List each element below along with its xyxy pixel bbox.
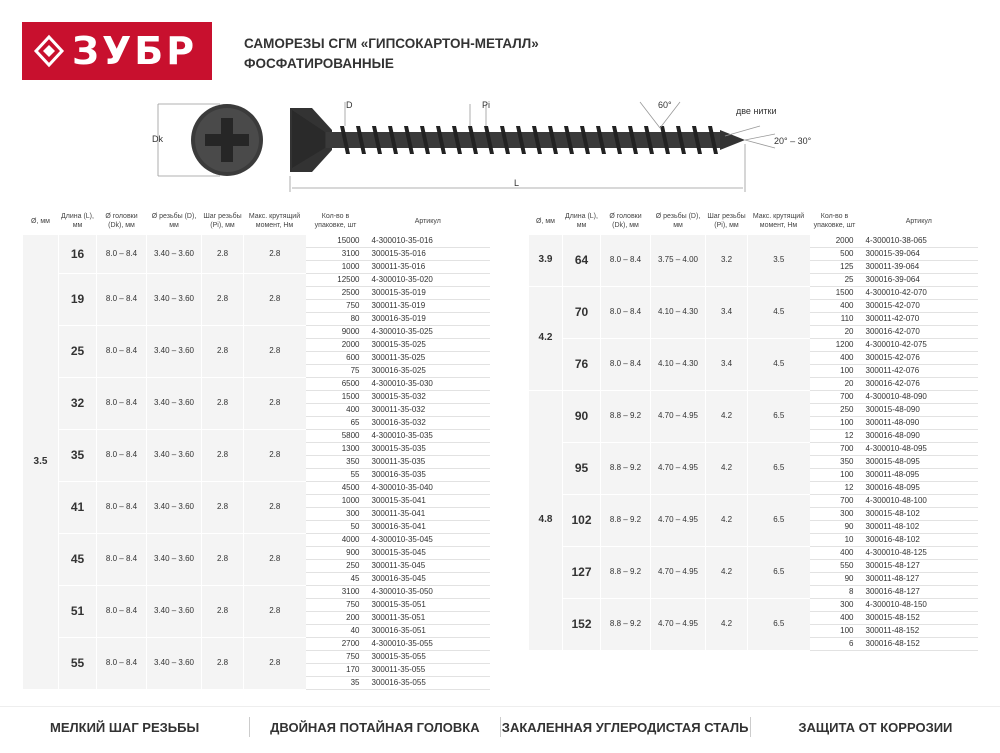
- article-cell: 300015-48-127: [860, 559, 979, 572]
- quantity-cell: 1500: [306, 390, 366, 403]
- pi-label: Pi: [482, 100, 491, 110]
- quantity-cell: 1300: [306, 442, 366, 455]
- article-cell: 4-300010-38-065: [860, 235, 979, 248]
- angle-label: 60°: [658, 100, 672, 110]
- header-torque: Макс. крутящий момент, Нм: [752, 213, 805, 229]
- left-spec-table: [22, 208, 490, 690]
- header-qty: Кол-во в упаковке, шт: [813, 213, 856, 230]
- table-row: [23, 533, 491, 546]
- length-cell: 41: [59, 481, 97, 533]
- thread-dia-cell: 3.40 – 3.60: [147, 481, 202, 533]
- length-cell: 102: [563, 494, 601, 546]
- article-cell: 4-300010-35-020: [366, 273, 491, 286]
- pitch-cell: 3.4: [706, 286, 748, 338]
- pitch-cell: 2.8: [202, 481, 244, 533]
- article-cell: 4-300010-35-035: [366, 429, 491, 442]
- article-cell: 300016-35-051: [366, 624, 491, 637]
- diameter-cell: 4.8: [529, 390, 563, 650]
- article-cell: 300016-42-076: [860, 377, 979, 390]
- article-cell: 300011-35-055: [366, 663, 491, 676]
- article-cell: 300016-48-095: [860, 481, 979, 494]
- article-cell: 300015-35-035: [366, 442, 491, 455]
- article-cell: 300011-35-019: [366, 299, 491, 312]
- quantity-cell: 400: [810, 546, 860, 559]
- article-cell: 300016-35-025: [366, 364, 491, 377]
- length-cell: 51: [59, 585, 97, 637]
- table-row: [23, 325, 491, 338]
- length-cell: 76: [563, 338, 601, 390]
- quantity-cell: 700: [810, 390, 860, 403]
- table-row: [529, 494, 979, 507]
- head-dia-cell: 8.0 – 8.4: [97, 325, 147, 377]
- quantity-cell: 750: [306, 650, 366, 663]
- quantity-cell: 1500: [810, 286, 860, 299]
- pitch-cell: 2.8: [202, 429, 244, 481]
- table-row: [23, 585, 491, 598]
- table-row: [23, 377, 491, 390]
- feature-double-head: ДВОЙНАЯ ПОТАЙНАЯ ГОЛОВКА: [270, 719, 480, 735]
- quantity-cell: 100: [810, 468, 860, 481]
- table-row: [23, 273, 491, 286]
- screw-drawing: [140, 96, 840, 206]
- quantity-cell: 45: [306, 572, 366, 585]
- quantity-cell: 750: [306, 299, 366, 312]
- torque-cell: 6.5: [748, 546, 810, 598]
- article-cell: 4-300010-35-050: [366, 585, 491, 598]
- head-dia-cell: 8.0 – 8.4: [97, 429, 147, 481]
- quantity-cell: 6: [810, 637, 860, 650]
- article-cell: 4-300010-35-045: [366, 533, 491, 546]
- article-cell: 300016-35-035: [366, 468, 491, 481]
- head-dia-cell: 8.8 – 9.2: [601, 442, 651, 494]
- torque-cell: 2.8: [244, 585, 306, 637]
- article-cell: 300011-48-152: [860, 624, 979, 637]
- header-article: Артикул: [414, 217, 441, 225]
- article-cell: 300011-42-076: [860, 364, 979, 377]
- pitch-cell: 2.8: [202, 325, 244, 377]
- features-bar: [0, 706, 1000, 747]
- quantity-cell: 700: [810, 494, 860, 507]
- quantity-cell: 40: [306, 624, 366, 637]
- quantity-cell: 15000: [306, 235, 366, 248]
- quantity-cell: 8: [810, 585, 860, 598]
- length-cell: 95: [563, 442, 601, 494]
- article-cell: 300016-48-127: [860, 585, 979, 598]
- thread-dia-cell: 3.40 – 3.60: [147, 637, 202, 689]
- pitch-cell: 4.2: [706, 546, 748, 598]
- head-dia-cell: 8.0 – 8.4: [97, 585, 147, 637]
- thread-dia-cell: 3.40 – 3.60: [147, 533, 202, 585]
- article-cell: 300016-42-070: [860, 325, 979, 338]
- quantity-cell: 6500: [306, 377, 366, 390]
- article-cell: 300015-35-019: [366, 286, 491, 299]
- quantity-cell: 80: [306, 312, 366, 325]
- article-cell: 300016-48-102: [860, 533, 979, 546]
- table-row: [23, 481, 491, 494]
- thread-dia-cell: 3.75 – 4.00: [651, 235, 706, 287]
- header-dia: Ø, мм: [536, 217, 555, 225]
- d-label: D: [346, 100, 353, 110]
- header-length: Длина (L), мм: [61, 213, 94, 229]
- length-cell: 25: [59, 325, 97, 377]
- thread-dia-cell: 3.40 – 3.60: [147, 235, 202, 274]
- thread-dia-cell: 3.40 – 3.60: [147, 325, 202, 377]
- article-cell: 300015-35-045: [366, 546, 491, 559]
- head-dia-cell: 8.0 – 8.4: [601, 338, 651, 390]
- quantity-cell: 900: [306, 546, 366, 559]
- article-cell: 300011-35-041: [366, 507, 491, 520]
- torque-cell: 6.5: [748, 442, 810, 494]
- article-cell: 300016-35-032: [366, 416, 491, 429]
- quantity-cell: 400: [810, 611, 860, 624]
- article-cell: 4-300010-42-075: [860, 338, 979, 351]
- thread-dia-cell: 3.40 – 3.60: [147, 377, 202, 429]
- article-cell: 300015-35-051: [366, 598, 491, 611]
- article-cell: 300015-35-032: [366, 390, 491, 403]
- article-cell: 300011-42-070: [860, 312, 979, 325]
- brand-name: ЗУБР: [72, 29, 198, 73]
- feature-fine-thread: МЕЛКИЙ ШАГ РЕЗЬБЫ: [50, 719, 200, 735]
- zubr-logo-icon: [32, 34, 66, 68]
- torque-cell: 2.8: [244, 273, 306, 325]
- table-row: [529, 286, 979, 299]
- thread-dia-cell: 4.70 – 4.95: [651, 546, 706, 598]
- article-cell: 4-300010-35-016: [366, 235, 491, 248]
- torque-cell: 2.8: [244, 533, 306, 585]
- diameter-cell: 3.5: [23, 235, 59, 690]
- article-cell: 300011-35-051: [366, 611, 491, 624]
- feature-hardened-steel: ЗАКАЛЕННАЯ УГЛЕРОДИСТАЯ СТАЛЬ: [501, 719, 749, 735]
- quantity-cell: 35: [306, 676, 366, 689]
- header-thread: Ø резьбы (D), мм: [655, 213, 701, 229]
- quantity-cell: 20: [810, 325, 860, 338]
- length-cell: 55: [59, 637, 97, 689]
- length-cell: 32: [59, 377, 97, 429]
- quantity-cell: 1200: [810, 338, 860, 351]
- article-cell: 300011-35-025: [366, 351, 491, 364]
- feature-corrosion-protection: ЗАЩИТА ОТ КОРРОЗИИ: [798, 719, 953, 735]
- quantity-cell: 400: [810, 299, 860, 312]
- pitch-cell: 4.2: [706, 598, 748, 650]
- quantity-cell: 400: [306, 403, 366, 416]
- article-cell: 4-300010-35-055: [366, 637, 491, 650]
- article-cell: 300015-48-152: [860, 611, 979, 624]
- torque-cell: 3.5: [748, 235, 810, 287]
- length-cell: 19: [59, 273, 97, 325]
- quantity-cell: 55: [306, 468, 366, 481]
- header-length: Длина (L), мм: [565, 213, 598, 229]
- article-cell: 300015-48-090: [860, 403, 979, 416]
- quantity-cell: 300: [306, 507, 366, 520]
- article-cell: 300011-48-127: [860, 572, 979, 585]
- thread-dia-cell: 3.40 – 3.60: [147, 273, 202, 325]
- article-cell: 4-300010-48-095: [860, 442, 979, 455]
- quantity-cell: 700: [810, 442, 860, 455]
- quantity-cell: 100: [810, 416, 860, 429]
- article-cell: 300011-48-090: [860, 416, 979, 429]
- article-cell: 4-300010-48-125: [860, 546, 979, 559]
- quantity-cell: 350: [810, 455, 860, 468]
- table-row: [529, 390, 979, 403]
- pitch-cell: 2.8: [202, 377, 244, 429]
- head-dia-cell: 8.0 – 8.4: [97, 235, 147, 274]
- table-row: [529, 235, 979, 248]
- article-cell: 300016-39-064: [860, 273, 979, 286]
- table-row: [23, 637, 491, 650]
- quantity-cell: 12500: [306, 273, 366, 286]
- length-cell: 35: [59, 429, 97, 481]
- head-dia-cell: 8.8 – 9.2: [601, 598, 651, 650]
- length-cell: 45: [59, 533, 97, 585]
- quantity-cell: 200: [306, 611, 366, 624]
- pitch-cell: 2.8: [202, 585, 244, 637]
- head-dia-cell: 8.8 – 9.2: [601, 494, 651, 546]
- quantity-cell: 100: [810, 364, 860, 377]
- quantity-cell: 750: [306, 598, 366, 611]
- header-thread: Ø резьбы (D), мм: [151, 213, 197, 229]
- quantity-cell: 2000: [306, 338, 366, 351]
- quantity-cell: 75: [306, 364, 366, 377]
- quantity-cell: 250: [810, 403, 860, 416]
- thread-dia-cell: 4.70 – 4.95: [651, 494, 706, 546]
- torque-cell: 6.5: [748, 598, 810, 650]
- quantity-cell: 4000: [306, 533, 366, 546]
- article-cell: 300016-35-019: [366, 312, 491, 325]
- article-cell: 300015-39-064: [860, 247, 979, 260]
- article-cell: 300011-35-035: [366, 455, 491, 468]
- quantity-cell: 100: [810, 624, 860, 637]
- article-cell: 300016-48-152: [860, 637, 979, 650]
- article-cell: 4-300010-35-025: [366, 325, 491, 338]
- article-cell: 300015-42-070: [860, 299, 979, 312]
- article-cell: 300016-35-045: [366, 572, 491, 585]
- quantity-cell: 50: [306, 520, 366, 533]
- tip-angle-label: 20° – 30°: [774, 136, 812, 146]
- torque-cell: 4.5: [748, 286, 810, 338]
- header-torque: Макс. крутящий момент, Нм: [248, 213, 301, 229]
- thread-dia-cell: 4.70 – 4.95: [651, 598, 706, 650]
- pitch-cell: 4.2: [706, 442, 748, 494]
- header-head: Ø головки (Dk), мм: [609, 213, 642, 229]
- quantity-cell: 1000: [306, 260, 366, 273]
- head-dia-cell: 8.0 – 8.4: [97, 637, 147, 689]
- article-cell: 4-300010-35-040: [366, 481, 491, 494]
- head-dia-cell: 8.0 – 8.4: [601, 286, 651, 338]
- header-dia: Ø, мм: [31, 217, 50, 225]
- quantity-cell: 20: [810, 377, 860, 390]
- quantity-cell: 170: [306, 663, 366, 676]
- quantity-cell: 500: [810, 247, 860, 260]
- article-cell: 300016-48-090: [860, 429, 979, 442]
- header-article: Артикул: [905, 217, 932, 225]
- article-cell: 300015-48-095: [860, 455, 979, 468]
- article-cell: 300015-42-076: [860, 351, 979, 364]
- pitch-cell: 2.8: [202, 273, 244, 325]
- article-cell: 4-300010-42-070: [860, 286, 979, 299]
- header-head: Ø головки (Dk), мм: [105, 213, 138, 229]
- article-cell: 300011-35-032: [366, 403, 491, 416]
- torque-cell: 6.5: [748, 494, 810, 546]
- pitch-cell: 2.8: [202, 637, 244, 689]
- title-line-1: САМОРЕЗЫ СГМ «ГИПСОКАРТОН-МЕТАЛЛ»: [244, 36, 539, 51]
- quantity-cell: 10: [810, 533, 860, 546]
- thread-dia-cell: 4.70 – 4.95: [651, 442, 706, 494]
- header-qty: Кол-во в упаковке, шт: [314, 213, 357, 230]
- quantity-cell: 2700: [306, 637, 366, 650]
- quantity-cell: 25: [810, 273, 860, 286]
- article-cell: 300016-35-055: [366, 676, 491, 689]
- article-cell: 300015-48-102: [860, 507, 979, 520]
- article-cell: 300015-35-016: [366, 247, 491, 260]
- quantity-cell: 550: [810, 559, 860, 572]
- article-cell: 4-300010-48-090: [860, 390, 979, 403]
- table-row: [529, 338, 979, 351]
- quantity-cell: 12: [810, 481, 860, 494]
- quantity-cell: 3100: [306, 585, 366, 598]
- article-cell: 300015-35-025: [366, 338, 491, 351]
- thread-dia-cell: 3.40 – 3.60: [147, 429, 202, 481]
- length-label: L: [514, 178, 520, 188]
- quantity-cell: 4500: [306, 481, 366, 494]
- pitch-cell: 4.2: [706, 390, 748, 442]
- quantity-cell: 2000: [810, 235, 860, 248]
- pitch-cell: 3.4: [706, 338, 748, 390]
- screw-diagram: [140, 96, 840, 206]
- page-title: [244, 34, 539, 74]
- thread-dia-cell: 4.70 – 4.95: [651, 390, 706, 442]
- quantity-cell: 5800: [306, 429, 366, 442]
- length-cell: 64: [563, 235, 601, 287]
- quantity-cell: 1000: [306, 494, 366, 507]
- quantity-cell: 2500: [306, 286, 366, 299]
- article-cell: 300011-48-095: [860, 468, 979, 481]
- length-cell: 127: [563, 546, 601, 598]
- head-dia-cell: 8.0 – 8.4: [97, 377, 147, 429]
- quantity-cell: 400: [810, 351, 860, 364]
- quantity-cell: 12: [810, 429, 860, 442]
- diameter-cell: 4.2: [529, 286, 563, 390]
- torque-cell: 2.8: [244, 325, 306, 377]
- dk-label: Dk: [152, 134, 163, 144]
- quantity-cell: 250: [306, 559, 366, 572]
- torque-cell: 2.8: [244, 637, 306, 689]
- article-cell: 300011-35-045: [366, 559, 491, 572]
- head-dia-cell: 8.0 – 8.4: [97, 481, 147, 533]
- brand-logo: [22, 22, 212, 80]
- length-cell: 90: [563, 390, 601, 442]
- article-cell: 300015-35-041: [366, 494, 491, 507]
- thread-dia-cell: 3.40 – 3.60: [147, 585, 202, 637]
- right-spec-table: [528, 208, 978, 651]
- quantity-cell: 125: [810, 260, 860, 273]
- table-row: [23, 429, 491, 442]
- article-cell: 300015-35-055: [366, 650, 491, 663]
- quantity-cell: 600: [306, 351, 366, 364]
- table-row: [529, 442, 979, 455]
- article-cell: 4-300010-35-030: [366, 377, 491, 390]
- torque-cell: 2.8: [244, 377, 306, 429]
- torque-cell: 2.8: [244, 481, 306, 533]
- quantity-cell: 90: [810, 572, 860, 585]
- length-cell: 16: [59, 235, 97, 274]
- threads-label: две нитки: [736, 106, 777, 116]
- quantity-cell: 3100: [306, 247, 366, 260]
- article-cell: 4-300010-48-150: [860, 598, 979, 611]
- pitch-cell: 4.2: [706, 494, 748, 546]
- torque-cell: 2.8: [244, 429, 306, 481]
- length-cell: 152: [563, 598, 601, 650]
- table-row: [529, 546, 979, 559]
- thread-dia-cell: 4.10 – 4.30: [651, 286, 706, 338]
- quantity-cell: 9000: [306, 325, 366, 338]
- pitch-cell: 2.8: [202, 533, 244, 585]
- quantity-cell: 350: [306, 455, 366, 468]
- thread-dia-cell: 4.10 – 4.30: [651, 338, 706, 390]
- table-row: [529, 598, 979, 611]
- diameter-cell: 3.9: [529, 235, 563, 287]
- pitch-cell: 3.2: [706, 235, 748, 287]
- article-cell: 300011-35-016: [366, 260, 491, 273]
- torque-cell: 6.5: [748, 390, 810, 442]
- article-cell: 300011-48-102: [860, 520, 979, 533]
- quantity-cell: 110: [810, 312, 860, 325]
- length-cell: 70: [563, 286, 601, 338]
- quantity-cell: 65: [306, 416, 366, 429]
- torque-cell: 2.8: [244, 235, 306, 274]
- title-line-2: ФОСФАТИРОВАННЫЕ: [244, 56, 394, 71]
- article-cell: 300011-39-064: [860, 260, 979, 273]
- head-dia-cell: 8.0 – 8.4: [601, 235, 651, 287]
- header-pitch: Шаг резьбы (Pi), мм: [707, 213, 746, 229]
- quantity-cell: 300: [810, 598, 860, 611]
- table-row: [23, 235, 491, 248]
- header-pitch: Шаг резьбы (Pi), мм: [203, 213, 242, 229]
- quantity-cell: 90: [810, 520, 860, 533]
- head-dia-cell: 8.8 – 9.2: [601, 546, 651, 598]
- quantity-cell: 300: [810, 507, 860, 520]
- article-cell: 300016-35-041: [366, 520, 491, 533]
- head-dia-cell: 8.8 – 9.2: [601, 390, 651, 442]
- head-dia-cell: 8.0 – 8.4: [97, 273, 147, 325]
- pitch-cell: 2.8: [202, 235, 244, 274]
- article-cell: 4-300010-48-100: [860, 494, 979, 507]
- torque-cell: 4.5: [748, 338, 810, 390]
- head-dia-cell: 8.0 – 8.4: [97, 533, 147, 585]
